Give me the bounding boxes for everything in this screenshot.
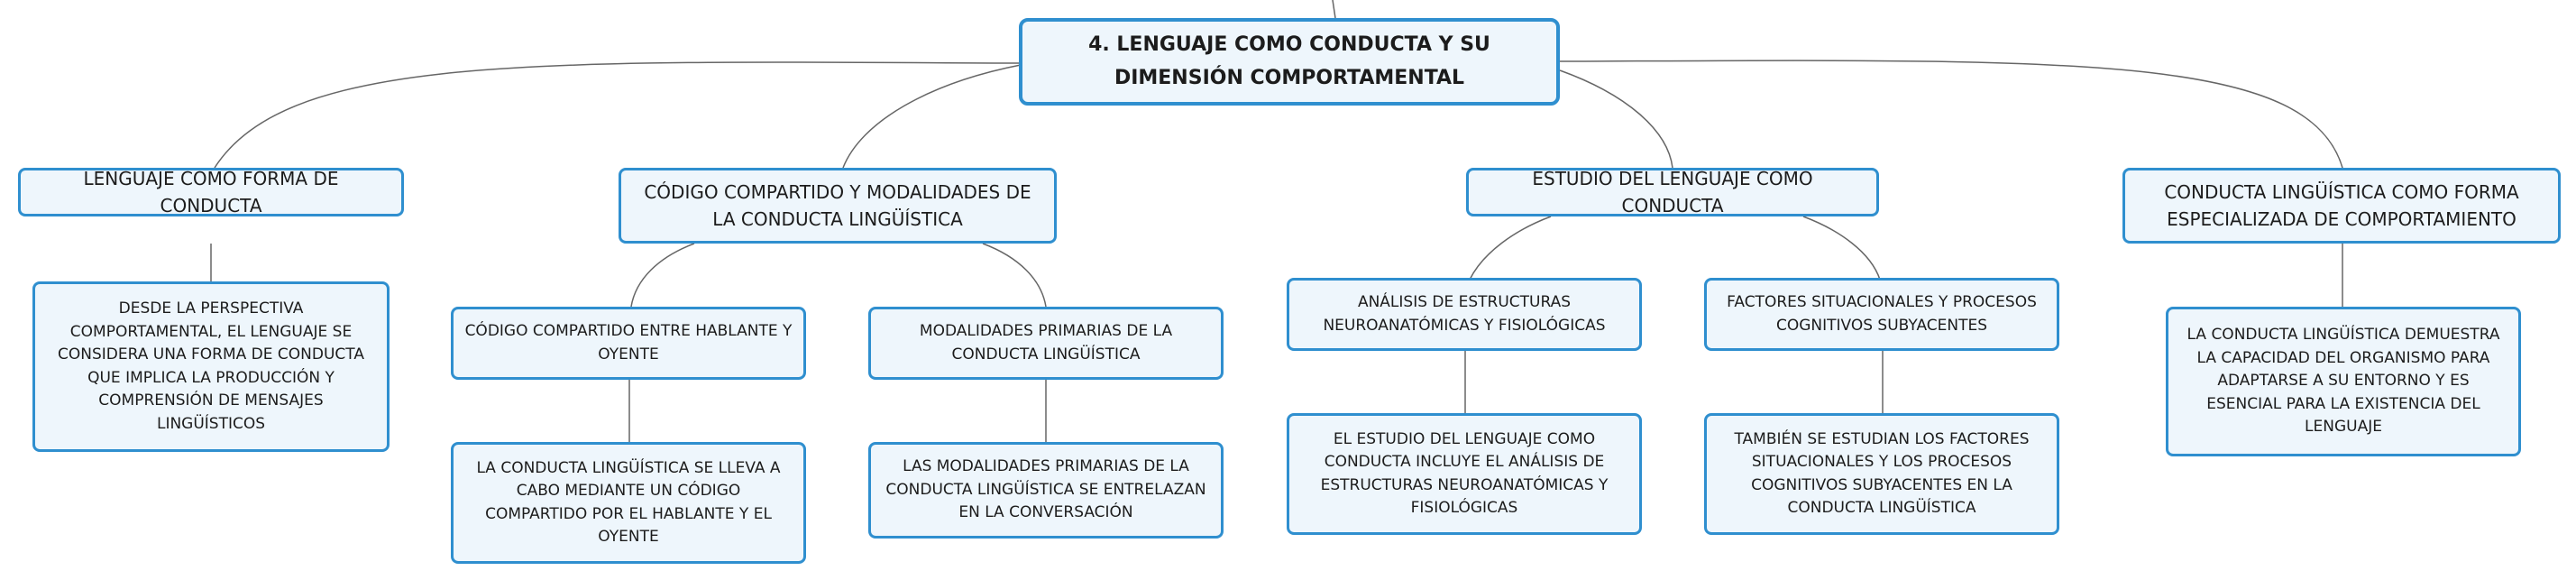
leaf-label: LA CONDUCTA LINGÜÍSTICA DEMUESTRA LA CAPACIDAD DEL ORGANISMO PARA ADAPTARSE A SU ENTORNO Y ES ESENCIAL PARA LA EXISTENCIA DEL LENGUAJE <box>2186 326 2500 437</box>
subtopic-label: CÓDIGO COMPARTIDO ENTRE HABLANTE Y OYENTE <box>464 322 793 364</box>
leaf-modalidades-primarias[interactable] <box>868 442 1224 539</box>
connector-branch-2-sub-1 <box>631 244 694 307</box>
leaf-label: LA CONDUCTA LINGÜÍSTICA SE LLEVA A CABO MEDIANTE UN CÓDIGO COMPARTIDO POR EL HABLANTE Y EL OYENTE <box>476 458 781 546</box>
subtopic-codigo-compartido-hablante-oyente[interactable] <box>451 307 806 380</box>
leaf-label: EL ESTUDIO DEL LENGUAJE COMO CONDUCTA INCLUYE EL ANÁLISIS DE ESTRUCTURAS NEUROANATÓMICAS Y FISIOLÓGICAS <box>1320 429 1609 517</box>
connector-branch-3-sub-2 <box>1803 216 1880 280</box>
connector-root-top <box>1333 0 1335 18</box>
connector-branch-2-sub-2 <box>983 244 1046 307</box>
leaf-label: DESDE LA PERSPECTIVA COMPORTAMENTAL, EL LENGUAJE SE CONSIDERA UNA FORMA DE CONDUCTA QUE IMPLICA LA PRODUCCIÓN Y COMPRENSIÓN DE MENSAJES LINGÜÍSTICOS <box>58 299 364 433</box>
branch-conducta-linguistica-especializada[interactable] <box>2122 168 2561 244</box>
subtopic-analisis-estructuras[interactable] <box>1287 278 1642 351</box>
leaf-factores-situacionales[interactable] <box>1704 413 2059 535</box>
subtopic-label: MODALIDADES PRIMARIAS DE LA CONDUCTA LINGÜÍSTICA <box>919 322 1173 364</box>
branch-estudio-del-lenguaje-como-conducta[interactable] <box>1466 168 1879 216</box>
connector-root-branch-4 <box>1560 60 2342 168</box>
subtopic-factores-situacionales[interactable] <box>1704 278 2059 351</box>
root-topic-label: 4. LENGUAJE COMO CONDUCTA Y SU DIMENSIÓN COMPORTAMENTAL <box>1088 33 1490 89</box>
branch-label: CONDUCTA LINGÜÍSTICA COMO FORMA ESPECIALIZADA DE COMPORTAMIENTO <box>2164 181 2519 230</box>
leaf-label: TAMBIÉN SE ESTUDIAN LOS FACTORES SITUACIONALES Y LOS PROCESOS COGNITIVOS SUBYACENTES EN LA CONDUCTA LINGÜÍSTICA <box>1734 429 2030 517</box>
leaf-estudio-estructuras[interactable] <box>1287 413 1642 535</box>
branch-label: LENGUAJE COMO FORMA DE CONDUCTA <box>83 168 339 216</box>
branch-label: CÓDIGO COMPARTIDO Y MODALIDADES DE LA CONDUCTA LINGÜÍSTICA <box>644 181 1031 230</box>
root-topic[interactable] <box>1019 18 1560 106</box>
branch-codigo-compartido-y-modalidades[interactable] <box>619 168 1057 244</box>
subtopic-modalidades-primarias[interactable] <box>868 307 1224 380</box>
subtopic-label: FACTORES SITUACIONALES Y PROCESOS COGNITIVOS SUBYACENTES <box>1727 293 2037 335</box>
branch-label: ESTUDIO DEL LENGUAJE COMO CONDUCTA <box>1532 168 1813 216</box>
connector-root-branch-3 <box>1560 70 1673 168</box>
leaf-codigo-compartido[interactable] <box>451 442 806 564</box>
connector-root-branch-1 <box>215 62 1021 168</box>
connector-branch-3-sub-1 <box>1470 216 1551 280</box>
connector-root-branch-2 <box>843 65 1021 168</box>
leaf-perspectiva-comportamental[interactable] <box>32 281 390 452</box>
subtopic-label: ANÁLISIS DE ESTRUCTURAS NEUROANATÓMICAS Y FISIOLÓGICAS <box>1323 293 1606 335</box>
leaf-capacidad-del-organismo[interactable] <box>2166 307 2521 456</box>
leaf-label: LAS MODALIDADES PRIMARIAS DE LA CONDUCTA LINGÜÍSTICA SE ENTRELAZAN EN LA CONVERSACIÓN <box>885 457 1206 522</box>
branch-lenguaje-como-forma-de-conducta[interactable] <box>18 168 404 216</box>
